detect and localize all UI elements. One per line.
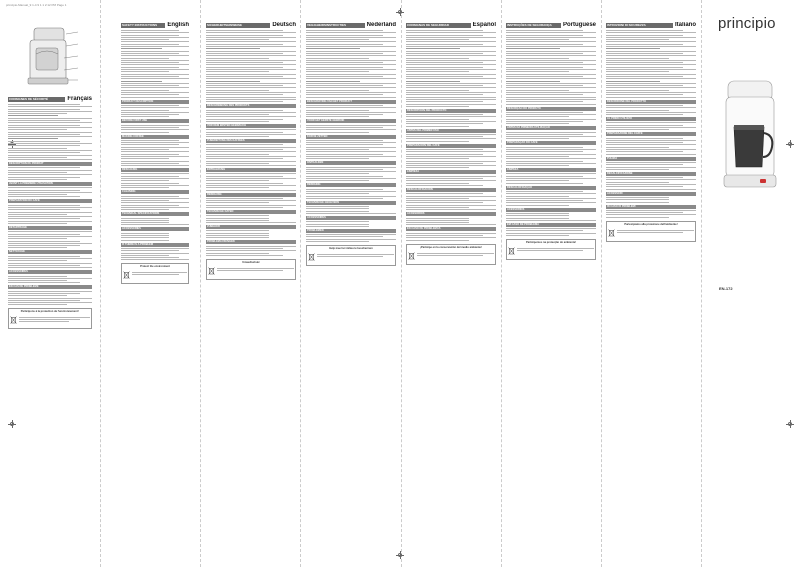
- section-title: PREPARACIÓN DEL CAFÉ: [407, 143, 440, 147]
- section-title: PREPARAZIONE DEL CAFFÈ: [607, 132, 643, 136]
- brand-logo: principio: [718, 15, 776, 32]
- section-title: SAFETY INSTRUCTIONS: [122, 23, 158, 27]
- section-title: BESCHRIJVING VAN HET PRODUCT: [307, 99, 352, 103]
- column-header: [306, 22, 396, 28]
- coffee-maker-illustration: [20, 24, 82, 90]
- language-label: Nederland: [366, 22, 396, 28]
- fold-line: [501, 0, 502, 567]
- section-title: VOR DEM ERSTEN GEBRAUCH: [207, 123, 247, 127]
- registration-mark-icon: [786, 140, 794, 148]
- fold-line: [701, 0, 702, 567]
- section-title: NETTOYAGE: [9, 250, 25, 254]
- environment-notice: [406, 244, 496, 265]
- section-title: CONSIGNAS DE SEGURIDAD: [407, 23, 450, 27]
- section-title: SICHERHEITSHINWEISE: [207, 23, 243, 27]
- spanish-column: [406, 22, 496, 542]
- section-title: LIMPEZA: [507, 168, 519, 172]
- section-title: ANTES DA PRIMEIRA UTILIZAÇÃO: [507, 126, 550, 130]
- notice-title: Help mee het milieu te beschermen: [329, 247, 373, 251]
- section-bar: [8, 250, 92, 254]
- section-title: ACCESSOIRES: [307, 216, 326, 219]
- registration-mark-icon: [396, 551, 404, 559]
- column-header: [606, 22, 696, 28]
- notice-title: Participons à la protection de l'environnement !: [20, 310, 80, 314]
- section-title: REINIGING: [307, 183, 321, 187]
- section-title: ACCESSORI: [607, 191, 623, 195]
- section-title: CLEANING: [122, 190, 136, 194]
- section-title: ACCESORIOS: [407, 212, 425, 216]
- section-title: ACCESSORIES: [122, 227, 141, 231]
- section-title: PRODUCT DESCRIPTION: [122, 99, 154, 103]
- notice-title: ¡Participe en la conservación del medio ambiente!: [420, 245, 482, 249]
- fold-line: [300, 0, 301, 567]
- section-title: ONTKALKEN: [307, 161, 324, 165]
- column-header: [206, 22, 296, 28]
- english-column: [121, 22, 189, 542]
- section-title: TECHNICAL SPECIFICATIONS: [122, 212, 160, 216]
- crossed-bin-icon: [508, 247, 515, 255]
- registration-mark-icon: [396, 8, 404, 16]
- column-header: [8, 96, 92, 102]
- section-title: DESCRIZIONE DEL PRODOTTO: [607, 99, 646, 103]
- notice-title: Participemos na protecção do ambiente!: [525, 241, 576, 245]
- section-title: AL PRIMO UTILIZZO: [607, 117, 633, 121]
- section-bar: [8, 199, 92, 203]
- environment-notice: [506, 239, 596, 260]
- section-bar: [8, 182, 92, 186]
- section-title: EN CAS DE PROBLÈME: [9, 285, 39, 289]
- language-label: Deutsch: [272, 22, 296, 28]
- section-title: DESCALCIFICAÇÃO: [507, 185, 533, 189]
- section-bar: [8, 270, 92, 274]
- environment-notice: [606, 221, 696, 242]
- section-bar: [8, 285, 92, 289]
- section-title: REINIGUNG: [207, 192, 222, 196]
- section-title: VOOR HET EERSTE GEBRUIK: [307, 119, 345, 123]
- section-title: ANTES DEL PRIMER USO: [407, 128, 439, 132]
- section-title: DÉTARTRAGE: [9, 226, 27, 230]
- crossed-bin-icon: [208, 267, 215, 275]
- section-title: LIMPIEZA: [407, 170, 420, 174]
- dutch-column: [306, 22, 396, 542]
- fold-line: [601, 0, 602, 567]
- italian-column: [606, 22, 696, 542]
- section-title: IN CASO DI PROBLEMI: [607, 204, 636, 208]
- fold-line: [100, 0, 101, 567]
- coffee-maker-photo: [720, 75, 780, 205]
- section-title: EM CASO DE PROBLEMA: [507, 222, 539, 226]
- crossed-bin-icon: [408, 252, 415, 260]
- section-title: TECHNISCHE GEGEVENS: [307, 200, 340, 204]
- notice-title: Protect the environment: [140, 265, 170, 269]
- section-title: BEFORE FIRST USE: [122, 119, 148, 123]
- portuguese-column: [506, 22, 596, 542]
- section-title: DESCRIÇÃO DO PRODUTO: [507, 106, 541, 110]
- language-label: English: [167, 22, 189, 28]
- language-label: Italiano: [674, 22, 696, 28]
- model-number: EN-172: [719, 286, 733, 291]
- section-title: DESCALCIFICACIÓN: [407, 187, 433, 191]
- section-title: PROBLEMEN: [307, 228, 324, 232]
- environment-notice: [8, 308, 92, 329]
- section-title: BESCHREIBUNG DES PRODUKTS: [207, 104, 250, 108]
- notice-title: Partecipiamo alla protezione dell'ambiente!: [624, 222, 678, 226]
- environment-notice: [306, 245, 396, 266]
- section-title: TECHNISCHE DATEN: [207, 210, 234, 213]
- fold-line: [401, 0, 402, 567]
- section-title: PROBLEMLÖSUNGEN: [207, 240, 235, 244]
- section-title: EN CASO DE PROBLEMAS: [407, 227, 441, 231]
- environment-notice: [206, 259, 296, 280]
- section-title: ISTRUZIONI DI SICUREZZA: [607, 23, 646, 27]
- crossed-bin-icon: [608, 229, 615, 237]
- column-header: [121, 22, 189, 28]
- section-title: INSTRUÇÕES DE SEGURANÇA: [507, 23, 552, 27]
- section-bar: [8, 162, 92, 166]
- section-title: ACCESSOIRES: [9, 270, 28, 274]
- section-bar: [8, 226, 92, 230]
- section-title: DESCRIPTION DU PRODUIT: [9, 162, 44, 166]
- column-header: [406, 22, 496, 28]
- section-title: DECALCIFICAZIONE: [607, 171, 633, 175]
- crossed-bin-icon: [308, 253, 315, 261]
- german-column: [206, 22, 296, 542]
- section-title: MAKING COFFEE: [122, 134, 144, 138]
- section-title: ZUBEREITUNG DES KAFFEES: [207, 139, 245, 143]
- section-title: ZUBEHÖR: [207, 225, 220, 229]
- french-column: [8, 96, 92, 456]
- registration-mark-icon: [786, 420, 794, 428]
- fold-line: [200, 0, 201, 567]
- crossed-bin-icon: [10, 316, 17, 324]
- section-title: DESCRIPCIÓN DEL PRODUCTO: [407, 108, 447, 112]
- section-title: ENTKALKUNG: [207, 168, 226, 172]
- section-title: IF THERE IS A PROBLEM: [122, 242, 154, 246]
- section-title: CONSIGNES DE SÉCURITÉ: [9, 97, 49, 101]
- language-label: Portuguese: [562, 22, 596, 28]
- environment-notice: [121, 263, 189, 284]
- section-title: PULIZIA: [607, 156, 618, 160]
- section-title: PRÉPARATION DU CAFÉ: [9, 199, 40, 203]
- notice-title: Umweltschutz: [242, 260, 260, 264]
- section-title: AVANT LA PREMIÈRE UTILISATION: [9, 181, 53, 185]
- section-title: PREPARAÇÃO DO CAFÉ: [507, 141, 538, 145]
- crossed-bin-icon: [123, 271, 130, 279]
- language-label: Español: [472, 22, 496, 28]
- section-title: DESCALING: [122, 168, 138, 172]
- section-title: KOFFIE ZETTEN: [307, 134, 328, 138]
- section-title: ACESSÓRIOS: [507, 207, 525, 211]
- print-note: principio-Manual_9 1-4 9 1 1 2:12 PM Page 1: [6, 3, 67, 7]
- section-title: VEILIGHEIDSINSTRUCTIES: [307, 23, 347, 27]
- column-header: [506, 22, 596, 28]
- language-label: Français: [67, 96, 92, 102]
